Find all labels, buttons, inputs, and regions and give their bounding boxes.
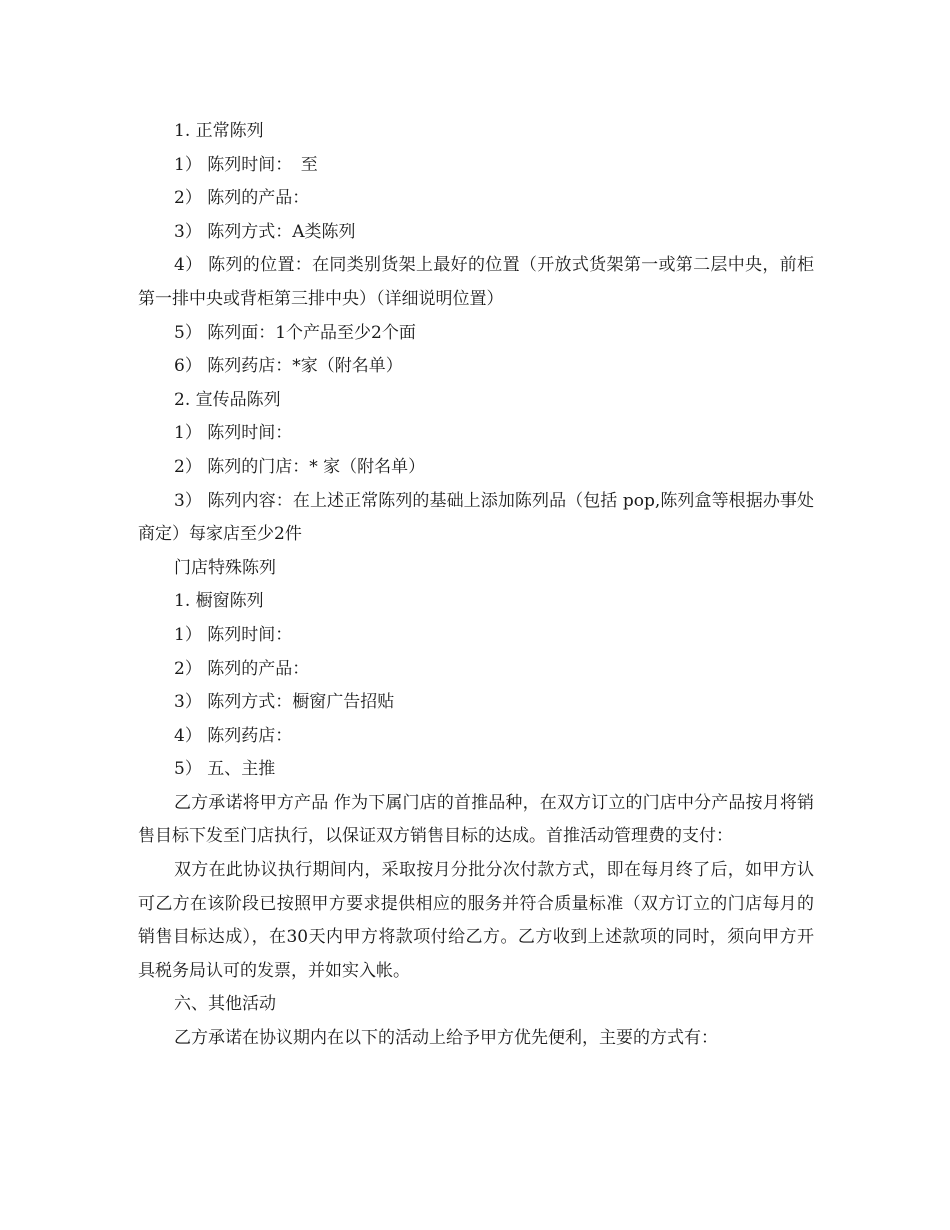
list-item: 5） 陈列面：1个产品至少2个面 [174, 322, 416, 343]
section-heading-window-display: 1. 橱窗陈列 [174, 591, 264, 612]
list-item: 3） 陈列方式：橱窗广告招贴 [174, 692, 395, 713]
list-item: 1） 陈列时间： [174, 423, 293, 444]
section-heading-normal-display: 1. 正常陈列 [174, 121, 264, 141]
document-body [138, 115, 814, 1056]
list-item: 2） 陈列的产品： [174, 188, 310, 209]
paragraph-display-position: 4） 陈列的位置：在同类别货架上最好的位置（开放式货架第一或第二层中央，前柜第一排中央或背柜第三排中央）（详细说明位置） [138, 255, 814, 309]
section-heading-other-activities: 六、其他活动 [174, 994, 276, 1015]
list-item: 6） 陈列药店：*家（附名单） [174, 356, 403, 377]
list-item: 1） 陈列时间： [174, 624, 293, 645]
section-heading-store-special: 门店特殊陈列 [174, 557, 276, 578]
paragraph-main-push: 乙方承诺将甲方产品 作为下属门店的首推品种，在双方订立的门店中分产品按月将销售目标下发至门店执行，以保证双方销售目标的达成。首推活动管理费的支付： [138, 792, 814, 847]
list-item: 2） 陈列的门店：* 家（附名单） [174, 456, 426, 477]
paragraph-other-activities: 乙方承诺在协议期内在以下的活动上给予甲方优先便利，主要的方式有： [174, 1028, 718, 1049]
list-item: 3） 陈列方式：A类陈列 [174, 221, 356, 242]
list-item: 2） 陈列的产品： [174, 658, 310, 679]
section-heading-promo-display: 2. 宣传品陈列 [174, 389, 281, 410]
list-item: 5） 五、主推 [174, 759, 276, 780]
list-item: 4） 陈列药店： [174, 725, 293, 746]
paragraph-display-content: 3） 陈列内容：在上述正常陈列的基础上添加陈列品（包括 pop,陈列盒等根据办事处商定）每家店至少2件 [138, 490, 814, 545]
paragraph-payment-terms: 双方在此协议执行期间内，采取按月分批分次付款方式，即在每月终了后，如甲方认可乙方在该阶段已按照甲方要求提供相应的服务并符合质量标准（双方订立的门店每月的销售目标达成），在30天内甲方将款项付给乙方。乙方收到上述款项的同时，须向甲方开具税务局认可的发票，并如实入帐。 [138, 860, 814, 981]
list-item: 1） 陈列时间： 至 [174, 154, 318, 175]
